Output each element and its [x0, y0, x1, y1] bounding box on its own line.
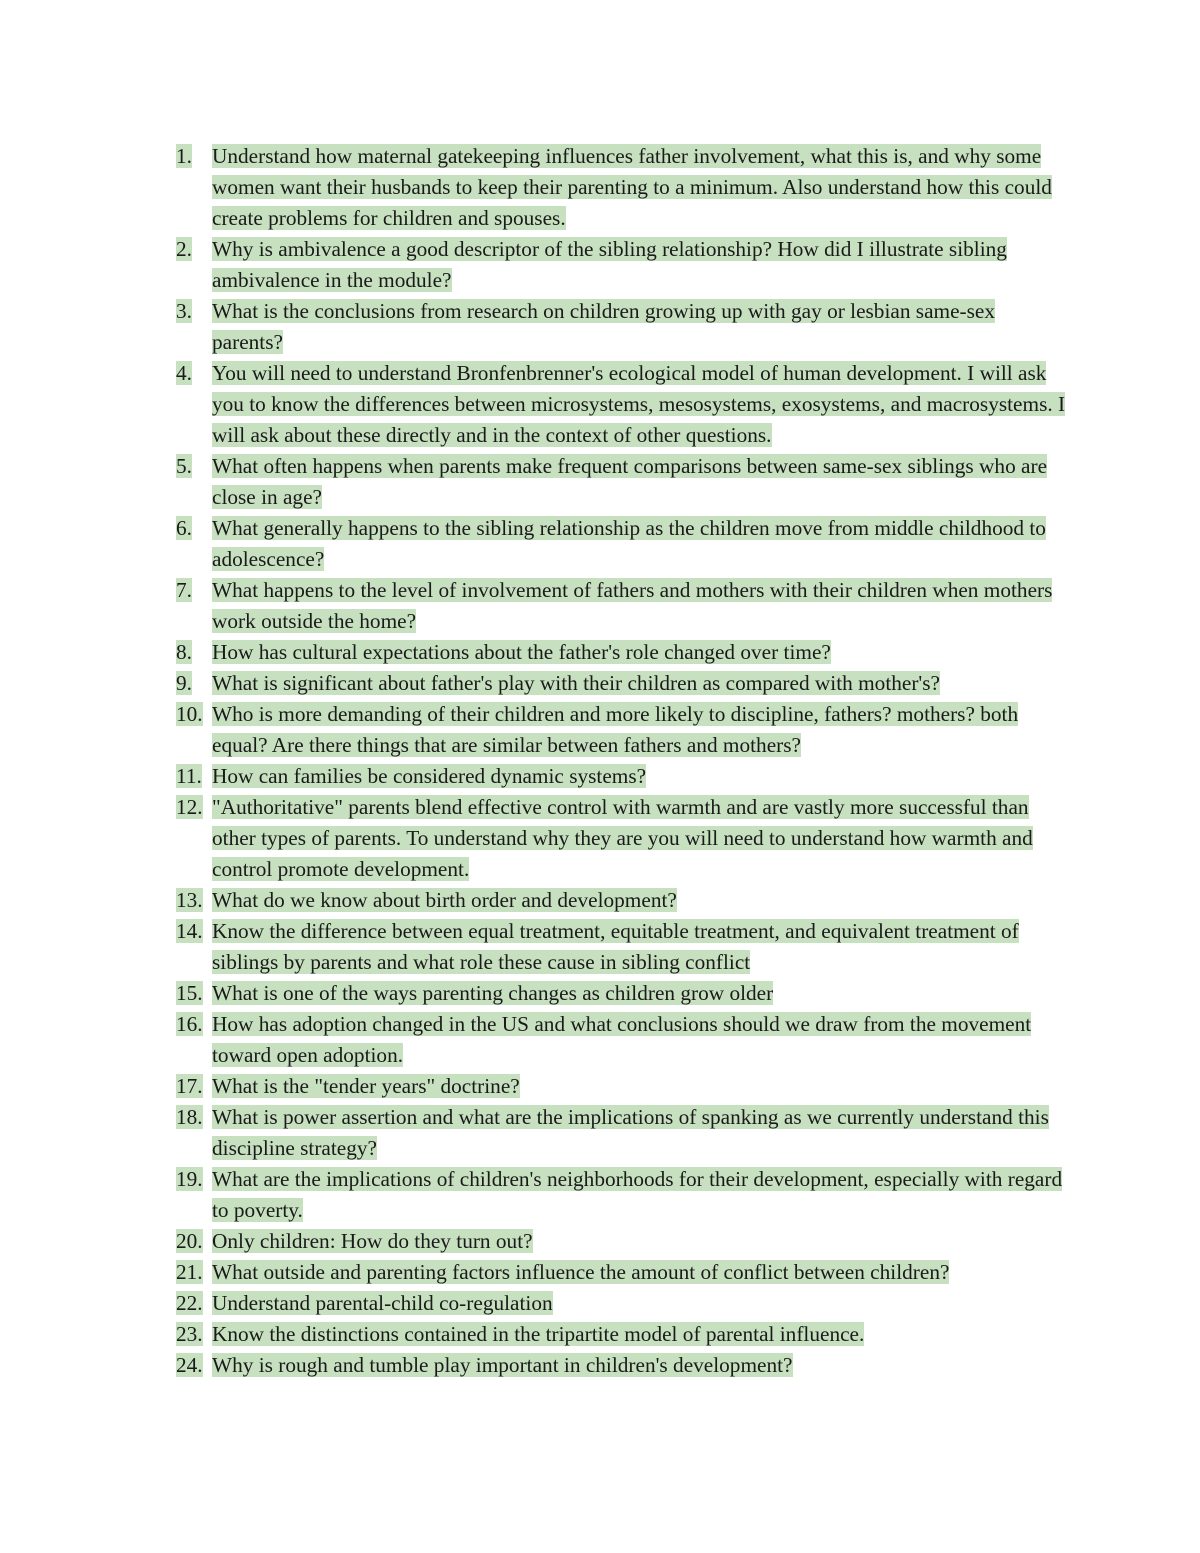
- question-number: [176, 513, 212, 544]
- question-text-highlight: Understand parental-child co-regulation: [212, 1291, 553, 1315]
- question-number: [176, 296, 212, 327]
- question-text-highlight: How has cultural expectations about the father's role changed over time?: [212, 640, 831, 664]
- question-number-highlight: 3.: [176, 299, 192, 323]
- list-item: [176, 1350, 1066, 1381]
- question-number-highlight: 4.: [176, 361, 192, 385]
- list-item: [176, 885, 1066, 916]
- question-number-highlight: 14.: [176, 919, 203, 943]
- question-text: [212, 1350, 1066, 1381]
- list-item: [176, 513, 1066, 575]
- list-item: [176, 234, 1066, 296]
- question-text-highlight: Understand how maternal gatekeeping influences father involvement, what this is, and why some women want their husbands to keep their parenting to a minimum. Also understand how this could create problems for children and spouses.: [212, 144, 1052, 230]
- question-number: [176, 1164, 212, 1195]
- question-text: [212, 1226, 1066, 1257]
- question-number-highlight: 16.: [176, 1012, 203, 1036]
- question-text: [212, 451, 1066, 513]
- question-number: [176, 1009, 212, 1040]
- question-number-highlight: 5.: [176, 454, 192, 478]
- question-text: [212, 1257, 1066, 1288]
- question-number: [176, 1226, 212, 1257]
- question-number: [176, 792, 212, 823]
- question-number: [176, 358, 212, 389]
- question-text: [212, 1009, 1066, 1071]
- list-item: [176, 296, 1066, 358]
- question-text: [212, 296, 1066, 358]
- question-number-highlight: 21.: [176, 1260, 203, 1284]
- question-number: [176, 1288, 212, 1319]
- question-text-highlight: You will need to understand Bronfenbrenner's ecological model of human development. I will ask you to know the differences between microsystems, mesosystems, exosystems, and macrosystems. I will ask about these directly and in the context of other questions.: [212, 361, 1066, 447]
- question-text: [212, 234, 1066, 296]
- question-text-highlight: What is significant about father's play with their children as compared with mother's?: [212, 671, 941, 695]
- question-number: [176, 978, 212, 1009]
- list-item: [176, 699, 1066, 761]
- question-text: [212, 699, 1066, 761]
- question-number-highlight: 11.: [176, 764, 202, 788]
- question-number-highlight: 20.: [176, 1229, 203, 1253]
- question-number-highlight: 8.: [176, 640, 192, 664]
- list-item: [176, 668, 1066, 699]
- question-text: [212, 1102, 1066, 1164]
- list-item: [176, 1226, 1066, 1257]
- question-number-highlight: 7.: [176, 578, 192, 602]
- question-text: [212, 668, 1066, 699]
- question-number-highlight: 10.: [176, 702, 203, 726]
- list-item: [176, 761, 1066, 792]
- question-number: [176, 637, 212, 668]
- list-item: [176, 916, 1066, 978]
- question-number-highlight: 2.: [176, 237, 192, 261]
- question-number-highlight: 17.: [176, 1074, 203, 1098]
- question-number-highlight: 19.: [176, 1167, 203, 1191]
- question-number-highlight: 18.: [176, 1105, 203, 1129]
- question-text: [212, 141, 1066, 234]
- list-item: [176, 1288, 1066, 1319]
- question-text: [212, 1288, 1066, 1319]
- list-item: [176, 575, 1066, 637]
- question-number-highlight: 15.: [176, 981, 203, 1005]
- question-text-highlight: Only children: How do they turn out?: [212, 1229, 533, 1253]
- question-number: [176, 141, 212, 172]
- question-text: [212, 761, 1066, 792]
- list-item: [176, 637, 1066, 668]
- question-text-highlight: What is one of the ways parenting changes as children grow older: [212, 981, 774, 1005]
- question-number: [176, 1319, 212, 1350]
- list-item: [176, 1102, 1066, 1164]
- question-text: [212, 513, 1066, 575]
- question-number: [176, 1102, 212, 1133]
- question-number: [176, 1350, 212, 1381]
- question-number: [176, 234, 212, 265]
- list-item: [176, 1009, 1066, 1071]
- list-item: [176, 141, 1066, 234]
- question-number-highlight: 22.: [176, 1291, 203, 1315]
- question-text: [212, 1164, 1066, 1226]
- question-text: [212, 637, 1066, 668]
- question-number-highlight: 23.: [176, 1322, 203, 1346]
- question-text: [212, 916, 1066, 978]
- question-number: [176, 451, 212, 482]
- question-text-highlight: What do we know about birth order and development?: [212, 888, 677, 912]
- question-text-highlight: How has adoption changed in the US and what conclusions should we draw from the movement toward open adoption.: [212, 1012, 1032, 1067]
- question-text-highlight: What often happens when parents make frequent comparisons between same-sex siblings who are close in age?: [212, 454, 1048, 509]
- list-item: [176, 1164, 1066, 1226]
- question-text-highlight: Who is more demanding of their children and more likely to discipline, fathers? mothers? both equal? Are there things that are similar between fathers and mothers?: [212, 702, 1019, 757]
- question-number-highlight: 9.: [176, 671, 192, 695]
- question-text-highlight: What happens to the level of involvement of fathers and mothers with their children when mothers work outside the home?: [212, 578, 1053, 633]
- list-item: [176, 358, 1066, 451]
- list-item: [176, 978, 1066, 1009]
- question-text: [212, 885, 1066, 916]
- list-item: [176, 1257, 1066, 1288]
- question-text-highlight: How can families be considered dynamic systems?: [212, 764, 647, 788]
- question-number-highlight: 13.: [176, 888, 203, 912]
- question-text-highlight: What is the "tender years" doctrine?: [212, 1074, 520, 1098]
- question-number-highlight: 12.: [176, 795, 203, 819]
- question-number-highlight: 6.: [176, 516, 192, 540]
- question-text-highlight: Why is rough and tumble play important in children's development?: [212, 1353, 793, 1377]
- question-number: [176, 1071, 212, 1102]
- question-number: [176, 575, 212, 606]
- question-number: [176, 668, 212, 699]
- question-text-highlight: "Authoritative" parents blend effective control with warmth and are vastly more successful than other types of parents. To understand why they are you will need to understand how warmth and control promote development.: [212, 795, 1033, 881]
- question-number: [176, 885, 212, 916]
- question-number: [176, 916, 212, 947]
- question-text-highlight: Know the difference between equal treatment, equitable treatment, and equivalent treatment of siblings by parents and what role these cause in sibling conflict: [212, 919, 1019, 974]
- question-number-highlight: 1.: [176, 144, 192, 168]
- question-number-highlight: 24.: [176, 1353, 203, 1377]
- list-item: [176, 1319, 1066, 1350]
- question-text: [212, 792, 1066, 885]
- question-text-highlight: What generally happens to the sibling relationship as the children move from middle childhood to adolescence?: [212, 516, 1046, 571]
- question-text-highlight: What outside and parenting factors influence the amount of conflict between children?: [212, 1260, 950, 1284]
- question-number: [176, 699, 212, 730]
- question-text-highlight: What is the conclusions from research on children growing up with gay or lesbian same-sex parents?: [212, 299, 996, 354]
- question-text-highlight: What is power assertion and what are the implications of spanking as we currently understand this discipline strategy?: [212, 1105, 1049, 1160]
- question-list: [176, 141, 1066, 1381]
- list-item: [176, 792, 1066, 885]
- question-text: [212, 358, 1066, 451]
- question-number: [176, 1257, 212, 1288]
- question-text-highlight: What are the implications of children's neighborhoods for their development, especially with regard to poverty.: [212, 1167, 1063, 1222]
- list-item: [176, 1071, 1066, 1102]
- question-text-highlight: Know the distinctions contained in the tripartite model of parental influence.: [212, 1322, 865, 1346]
- question-text: [212, 978, 1066, 1009]
- question-text-highlight: Why is ambivalence a good descriptor of the sibling relationship? How did I illustrate sibling ambivalence in the module?: [212, 237, 1007, 292]
- question-text: [212, 1071, 1066, 1102]
- list-item: [176, 451, 1066, 513]
- question-text: [212, 1319, 1066, 1350]
- question-number: [176, 761, 212, 792]
- question-text: [212, 575, 1066, 637]
